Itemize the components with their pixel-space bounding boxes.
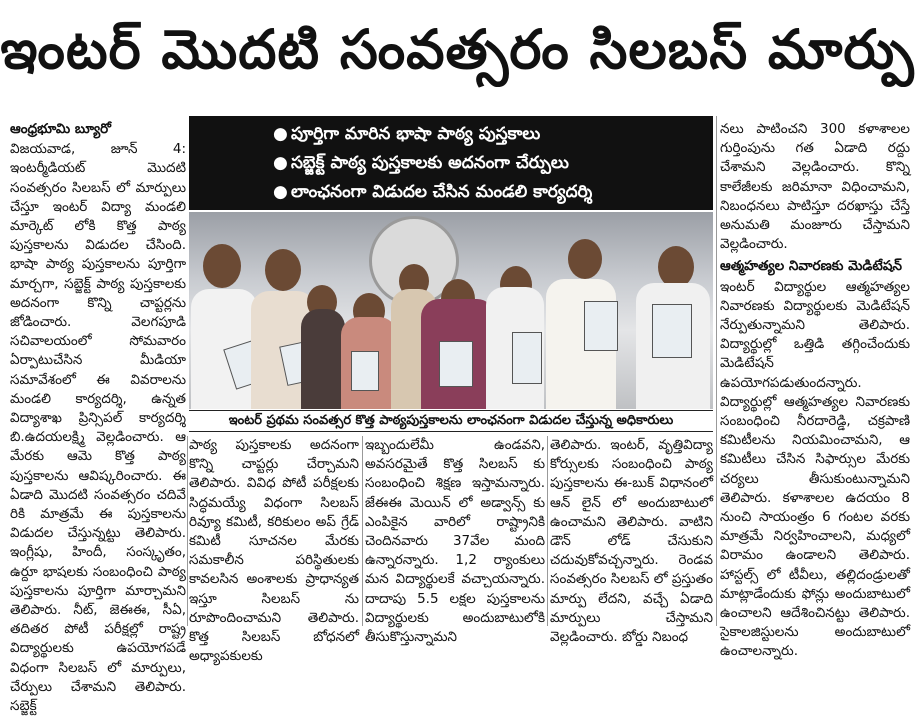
deck-box: [189, 116, 713, 210]
column-4-text: తెలిపారు. ఇంటర్, వృత్తివిద్యా కోర్సులకు సంబంధించి పాఠ్య పుస్తకాలను ఈ-బుక్ విధానంలో ఆన్ లైన్ లో అందుబాటులో ఉంచామని తెలిపారు. వాటిని డౌన్ లోడ్ చేసుకుని చదువుకోవచ్చన్నారు. రెండవ సంవత్సరం సిలబస్ లో ప్రస్తుతం మార్పు లేదని, వచ్చే ఏడాది మార్పులు చేస్తామని వెల్లడించారు. బోర్డు నిబంధ: [550, 437, 713, 646]
bullet-icon: ●: [273, 153, 288, 173]
article-column-4: [550, 436, 713, 646]
column-rule: [187, 436, 188, 626]
subheading: ఆత్మహత్యల నివారణకు మెడిటేషన్: [720, 258, 902, 275]
column-1-text: విజయవాడ, జూన్ 4: ఇంటర్మీడియట్ మొదటి సంవత్సరం సిలబస్ లో మార్పులు చేస్తూ ఇంటర్ విద్యా మండలి మార్కెట్ లోకి కొత్త పాఠ్య పుస్తకాలను విడుదల చేసింది. భాషా పాఠ్య పుస్తకాలను పూర్తిగా మార్చగా, సబ్జెక్ట్ పాఠ్య పుస్తకాలకు అదనంగా కొన్ని చాప్టర్లను జోడించారు. వెలగపూడి సచివాలయంలో సోమవారం ఏర్పాటుచేసిన మీడియా సమావేశంలో ఈ వివరాలను మండలి కార్యదర్శి, ఉన్నత విద్యాశాఖ ప్రిన్సిపల్ కార్యదర్శి బి.ఉదయలక్ష్మి వెల్లడించారు. ఆ మేరకు ఆమె కొత్త పాఠ్య పుస్తకాలను ఆవిష్కరించారు. ఈ ఏడాది మొదటి సంవత్సరం చదివే రికి మాత్రమే ఈ పుస్తకాలను విడుదల చేస్తున్నట్టు తెలిపారు. ఇంగ్లీషు, హిందీ, సంస్కృతం, ఉర్దూ భాషలకు సంబంధించి పాఠ్య పుస్తకాలను పూర్తిగా మార్చామని తెలిపారు. నీట్, జెఈఈ, సీఏ, తదితర పోటీ పరీక్షల్లో రాష్ట్ర విద్యార్థులకు ఉపయోగపడే విధంగా సిలబస్ లో మార్పులు, చేర్పులు చేశామని తెలిపారు. సబ్జెక్ట్: [10, 141, 186, 715]
deck-item-1: [273, 120, 713, 149]
column-rule: [547, 436, 548, 626]
deck-item-3-text: లాంఛనంగా విడుదల చేసిన మండలి కార్యదర్శి: [291, 182, 593, 202]
column-2-text: పాఠ్య పుస్తకాలకు అదనంగా కొన్ని చాప్టర్లు చేర్చామని తెలిపారు. వివిధ పోటీ పరీక్షలకు సిద్ధమయ్యే విధంగా సిలబస్ రివ్యూ కమిటీ, కరికులం అప్ గ్రేడ్ కమిటీ సూచనల మేరకు సమకాలీన పరిస్థితులకు కావలసిన అంశాలకు ప్రాధాన్యత ఇస్తూ సిలబస్ ను రూపొందించామని తెలిపారు. కొత్త సిలబస్ బోధనలో అధ్యాపకులకు: [189, 437, 359, 665]
deck-item-1-text: పూర్తిగా మారిన భాషా పాఠ్య పుస్తకాలు: [291, 124, 541, 144]
news-photo: [189, 212, 713, 409]
article-column-5: [720, 120, 910, 660]
byline: ఆంధ్రభూమి బ్యూరో: [10, 121, 112, 137]
headline: ఇంటర్ మొదటి సంవత్సరం సిలబస్ మార్పు: [0, 17, 915, 81]
column-rule: [362, 436, 363, 626]
article-column-3: [365, 436, 545, 646]
column-rule: [716, 116, 717, 626]
deck-item-2-text: సబ్జెక్ట్ పాఠ్య పుస్తకాలకు అదనంగా చేర్పులు: [291, 153, 569, 173]
article-column-1: [10, 120, 186, 715]
article-column-2: [189, 436, 359, 665]
bullet-icon: ●: [273, 182, 288, 202]
deck-item-2: [273, 149, 713, 178]
deck-item-3: [273, 178, 713, 207]
column-5b-text: ఇంటర్ విద్యార్థుల ఆత్మహత్యల నివారణకు విద్యార్థులకు మెడిటేషన్ నేర్పుతున్నామని తెలిపారు. విద్యార్థుల్లో ఒత్తిడి తగ్గించేందుకు మెడిటేషన్ ఉపయోగపడుతుందన్నారు. విద్యార్థుల్లో ఆత్మహత్యల నివారణకు సంబంధించి నీరదారెడ్డి, చక్రపాణి కమిటీలను నియమించామని, ఆ కమిటీలు చేసిన సిఫార్సుల మేరకు చర్యలు తీసుకుంటున్నామని తెలిపారు. కళాశాలల ఉదయం 8 నుంచి సాయంత్రం 6 గంటల వరకు మాత్రమే నిర్వహించాలని, మధ్యలో విరామం ఉండాలని తెలిపారు. హాస్టల్స్ లో టీవీలు, తల్లిదండ్రులతో మాట్లాడేందుకు ఫోన్లు అందుబాటులో ఉంచాలని ఆదేశించినట్టు తెలిపారు. సైకాలజిస్టులను అందుబాటులో ఉంచాలన్నారు.: [720, 278, 910, 660]
photo-person: [634, 234, 712, 409]
bullet-icon: ●: [273, 124, 288, 144]
column-5a-text: నలు పాటించని 300 కళాశాలల గుర్తింపును గత ఏడాది రద్దు చేశామని వెల్లడించారు. కొన్ని కాలేజీలకు జరిమానా విధించామని, నిబంధనలు పాటిస్తూ దరఖాస్తు చేస్తే అనుమతి మంజూరు చేస్తామని వెల్లడించారు.: [720, 121, 910, 253]
photo-person: [544, 231, 619, 409]
photo-person: [484, 244, 546, 409]
column-3-text: ఇబ్బందులేమీ ఉండవని, అవసరమైతే కొత్త సిలబస్ కు సంబంధించి శిక్షణ ఇస్తామన్నారు. జేఈఈ మెయిన్ లో అడ్వాన్స్ కు ఎంపికైన వారిలో రాష్ట్రానికి చెందినవారు 37వేల మంది ఉన్నారన్నారు. 1,2 ర్యాంకులు మన విద్యార్థులకే వచ్చాయన్నారు. దాదాపు 5.5 లక్షల పుస్తకాలను విద్యార్థులకు అందుబాటులోకి తీసుకొస్తున్నామని: [365, 437, 545, 646]
photo-caption: ఇంటర్ ప్రథమ సంవత్సర కొత్త పాఠ్యపుస్తకాలను లాంఛనంగా విడుదల చేస్తున్న అధికారులు: [189, 410, 713, 432]
